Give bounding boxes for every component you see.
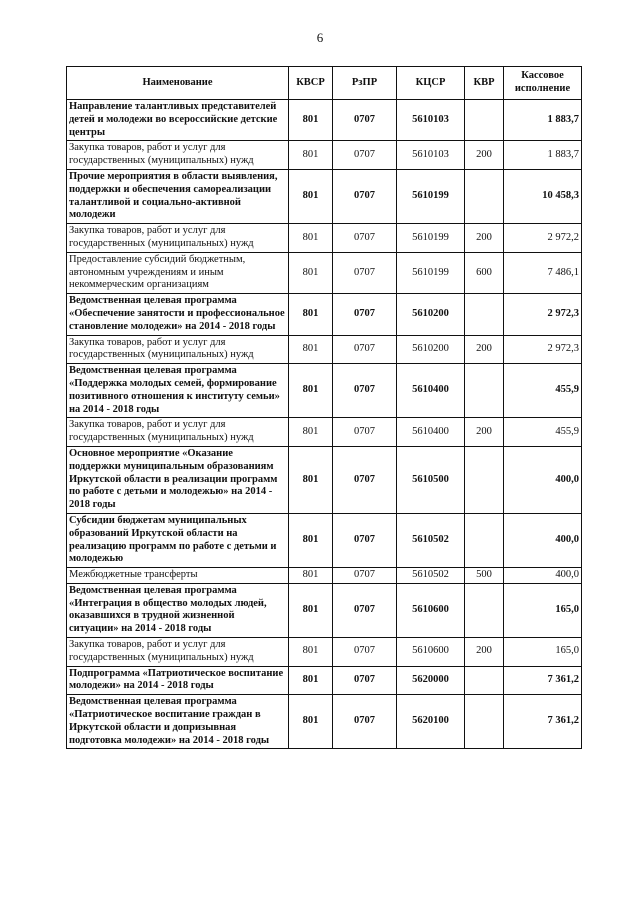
cell-name: Ведомственная целевая программа «Обеспечение занятости и профессиональное становление молодежи» на 2014 - 2018 годы bbox=[67, 294, 289, 335]
cell-kcsr: 5610502 bbox=[397, 568, 465, 584]
table-row bbox=[67, 446, 582, 513]
table-row bbox=[67, 418, 582, 447]
cell-kcsr: 5610600 bbox=[397, 638, 465, 667]
cell-kvsr: 801 bbox=[289, 294, 333, 335]
cell-kvr: 200 bbox=[465, 418, 504, 447]
cell-cash-execution: 7 486,1 bbox=[504, 252, 582, 293]
cell-kvr bbox=[465, 100, 504, 141]
cell-kvsr: 801 bbox=[289, 224, 333, 253]
cell-kvsr: 801 bbox=[289, 169, 333, 223]
header-name: Наименование bbox=[67, 67, 289, 100]
cell-kvsr: 801 bbox=[289, 252, 333, 293]
cell-kvr bbox=[465, 513, 504, 567]
cell-rzpr: 0707 bbox=[333, 100, 397, 141]
cell-name: Закупка товаров, работ и услуг для государственных (муниципальных) нужд bbox=[67, 335, 289, 364]
cell-kvsr: 801 bbox=[289, 695, 333, 749]
cell-kvr: 600 bbox=[465, 252, 504, 293]
cell-name: Ведомственная целевая программа «Интеграция в общество молодых людей, оказавшихся в трудной жизненной ситуации» на 2014 - 2018 годы bbox=[67, 583, 289, 637]
cell-kcsr: 5610199 bbox=[397, 252, 465, 293]
cell-kvr bbox=[465, 446, 504, 513]
cell-cash-execution: 1 883,7 bbox=[504, 141, 582, 170]
cell-kvr: 200 bbox=[465, 224, 504, 253]
header-kvr: КВР bbox=[465, 67, 504, 100]
cell-kvsr: 801 bbox=[289, 666, 333, 695]
table-row bbox=[67, 695, 582, 749]
cell-kcsr: 5610200 bbox=[397, 294, 465, 335]
cell-name: Подпрограмма «Патриотическое воспитание молодежи» на 2014 - 2018 годы bbox=[67, 666, 289, 695]
table-row bbox=[67, 141, 582, 170]
cell-kcsr: 5610600 bbox=[397, 583, 465, 637]
table-row bbox=[67, 568, 582, 584]
table-row bbox=[67, 100, 582, 141]
cell-name: Прочие мероприятия в области выявления, поддержки и обеспечения самореализации талантливой и социально-активной молодежи bbox=[67, 169, 289, 223]
cell-kcsr: 5610200 bbox=[397, 335, 465, 364]
cell-cash-execution: 165,0 bbox=[504, 583, 582, 637]
cell-kvsr: 801 bbox=[289, 638, 333, 667]
cell-name: Закупка товаров, работ и услуг для государственных (муниципальных) нужд bbox=[67, 141, 289, 170]
cell-rzpr: 0707 bbox=[333, 294, 397, 335]
cell-cash-execution: 2 972,3 bbox=[504, 335, 582, 364]
cell-kvsr: 801 bbox=[289, 100, 333, 141]
table-row bbox=[67, 252, 582, 293]
cell-kvr: 200 bbox=[465, 141, 504, 170]
cell-kvsr: 801 bbox=[289, 568, 333, 584]
cell-cash-execution: 400,0 bbox=[504, 568, 582, 584]
cell-rzpr: 0707 bbox=[333, 695, 397, 749]
cell-rzpr: 0707 bbox=[333, 418, 397, 447]
table-row bbox=[67, 224, 582, 253]
cell-rzpr: 0707 bbox=[333, 583, 397, 637]
cell-kvsr: 801 bbox=[289, 141, 333, 170]
cell-kcsr: 5620000 bbox=[397, 666, 465, 695]
header-kvsr: КВСР bbox=[289, 67, 333, 100]
cell-kcsr: 5610500 bbox=[397, 446, 465, 513]
table-row bbox=[67, 294, 582, 335]
cell-name: Субсидии бюджетам муниципальных образований Иркутской области на реализацию программ по работе с детьми и молодежью bbox=[67, 513, 289, 567]
table-row bbox=[67, 335, 582, 364]
table-row bbox=[67, 666, 582, 695]
cell-kvr bbox=[465, 294, 504, 335]
cell-kvsr: 801 bbox=[289, 335, 333, 364]
cell-kvr: 200 bbox=[465, 335, 504, 364]
table-header-row bbox=[67, 67, 582, 100]
table-row bbox=[67, 169, 582, 223]
cell-rzpr: 0707 bbox=[333, 638, 397, 667]
cell-name: Предоставление субсидий бюджетным, автономным учреждениям и иным некоммерческим организациям bbox=[67, 252, 289, 293]
cell-cash-execution: 455,9 bbox=[504, 418, 582, 447]
cell-rzpr: 0707 bbox=[333, 666, 397, 695]
cell-cash-execution: 1 883,7 bbox=[504, 100, 582, 141]
cell-rzpr: 0707 bbox=[333, 364, 397, 418]
cell-kvr bbox=[465, 695, 504, 749]
page-number: 6 bbox=[316, 30, 324, 45]
table-row bbox=[67, 364, 582, 418]
cell-rzpr: 0707 bbox=[333, 446, 397, 513]
header-rzpr: РзПР bbox=[333, 67, 397, 100]
cell-kcsr: 5610103 bbox=[397, 141, 465, 170]
cell-name: Закупка товаров, работ и услуг для государственных (муниципальных) нужд bbox=[67, 418, 289, 447]
cell-name: Ведомственная целевая программа «Поддержка молодых семей, формирование позитивного отношения к институту семьи» на 2014 - 2018 годы bbox=[67, 364, 289, 418]
cell-kvsr: 801 bbox=[289, 446, 333, 513]
cell-kcsr: 5620100 bbox=[397, 695, 465, 749]
cell-kvsr: 801 bbox=[289, 583, 333, 637]
table-body bbox=[67, 100, 582, 749]
cell-kcsr: 5610502 bbox=[397, 513, 465, 567]
cell-cash-execution: 400,0 bbox=[504, 513, 582, 567]
cell-name: Основное мероприятие «Оказание поддержки муниципальным образованиям Иркутской области в реализации программ по работе с детьми и молодежью» на 2014 - 2018 годы bbox=[67, 446, 289, 513]
cell-cash-execution: 7 361,2 bbox=[504, 695, 582, 749]
cell-kvsr: 801 bbox=[289, 513, 333, 567]
cell-kvr bbox=[465, 583, 504, 637]
cell-rzpr: 0707 bbox=[333, 513, 397, 567]
table-row bbox=[67, 513, 582, 567]
table-row bbox=[67, 583, 582, 637]
cell-kvr bbox=[465, 666, 504, 695]
header-kcsr: КЦСР bbox=[397, 67, 465, 100]
cell-rzpr: 0707 bbox=[333, 141, 397, 170]
budget-execution-table bbox=[66, 66, 582, 749]
cell-cash-execution: 2 972,3 bbox=[504, 294, 582, 335]
cell-rzpr: 0707 bbox=[333, 568, 397, 584]
cell-kvr: 500 bbox=[465, 568, 504, 584]
cell-kvr bbox=[465, 364, 504, 418]
table-row bbox=[67, 638, 582, 667]
cell-kvr bbox=[465, 169, 504, 223]
cell-cash-execution: 400,0 bbox=[504, 446, 582, 513]
cell-name: Ведомственная целевая программа «Патриотическое воспитание граждан в Иркутской области и допризывная подготовка молодежи» на 2014 - 2018 годы bbox=[67, 695, 289, 749]
cell-cash-execution: 7 361,2 bbox=[504, 666, 582, 695]
cell-name: Закупка товаров, работ и услуг для государственных (муниципальных) нужд bbox=[67, 638, 289, 667]
cell-kcsr: 5610199 bbox=[397, 169, 465, 223]
cell-cash-execution: 455,9 bbox=[504, 364, 582, 418]
cell-rzpr: 0707 bbox=[333, 169, 397, 223]
header-cash-execution: Кассовое исполнение bbox=[504, 67, 582, 100]
cell-kcsr: 5610199 bbox=[397, 224, 465, 253]
cell-rzpr: 0707 bbox=[333, 335, 397, 364]
cell-rzpr: 0707 bbox=[333, 224, 397, 253]
cell-cash-execution: 10 458,3 bbox=[504, 169, 582, 223]
cell-kvsr: 801 bbox=[289, 418, 333, 447]
cell-name: Закупка товаров, работ и услуг для государственных (муниципальных) нужд bbox=[67, 224, 289, 253]
cell-name: Межбюджетные трансферты bbox=[67, 568, 289, 584]
cell-kcsr: 5610400 bbox=[397, 364, 465, 418]
cell-kvsr: 801 bbox=[289, 364, 333, 418]
cell-cash-execution: 2 972,2 bbox=[504, 224, 582, 253]
cell-kvr: 200 bbox=[465, 638, 504, 667]
cell-kcsr: 5610400 bbox=[397, 418, 465, 447]
cell-cash-execution: 165,0 bbox=[504, 638, 582, 667]
cell-kcsr: 5610103 bbox=[397, 100, 465, 141]
cell-rzpr: 0707 bbox=[333, 252, 397, 293]
cell-name: Направление талантливых представителей детей и молодежи во всероссийские детские центры bbox=[67, 100, 289, 141]
